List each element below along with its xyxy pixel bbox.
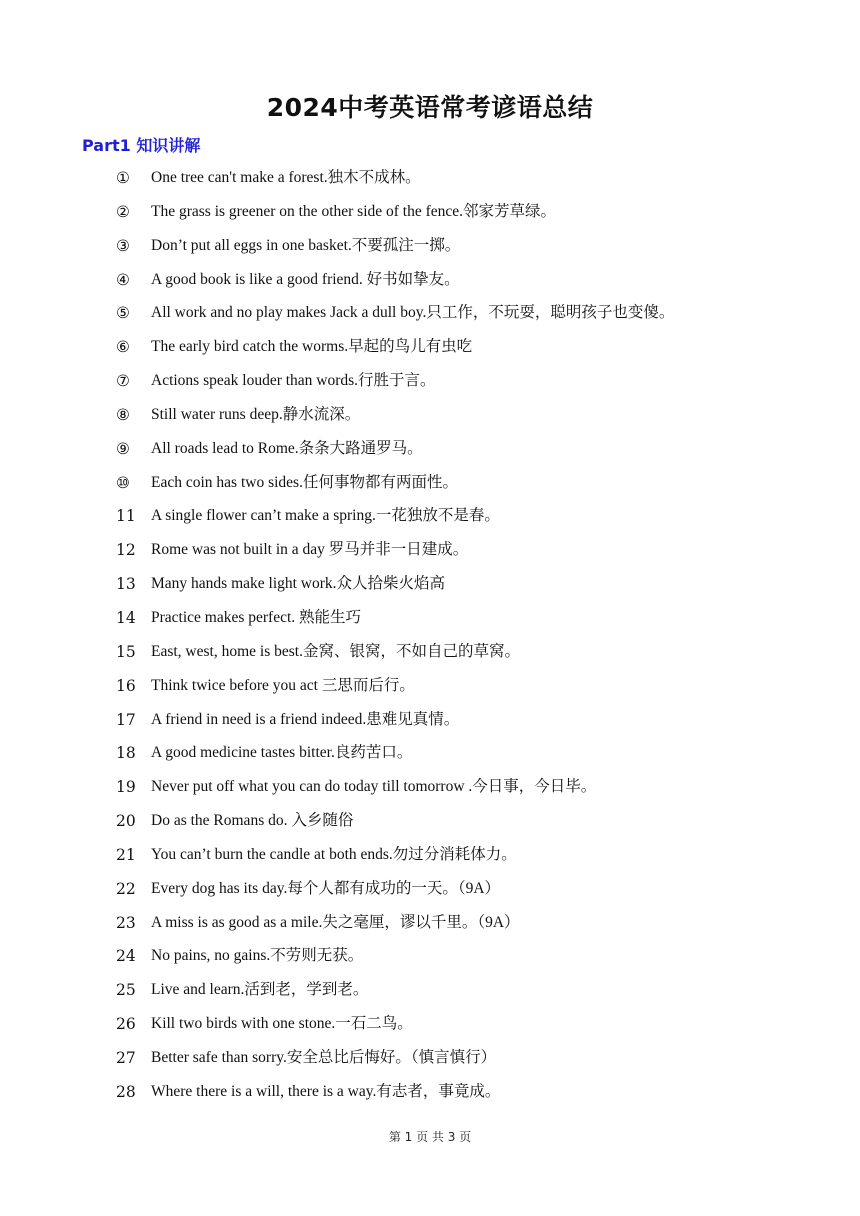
list-item	[0, 808, 860, 842]
list-item	[0, 774, 860, 808]
item-number: ⑨	[116, 439, 130, 458]
list-item	[0, 1011, 860, 1045]
list-item	[0, 334, 860, 368]
item-number: 25	[116, 981, 136, 1000]
item-number: 14	[116, 608, 136, 627]
proverb-text: A friend in need is a friend indeed.患难见真情。	[151, 710, 460, 728]
proverb-text: Rome was not built in a day 罗马并非一日建成。	[151, 541, 469, 559]
list-item	[0, 571, 860, 605]
list-item	[0, 233, 860, 267]
item-number: ④	[116, 270, 130, 289]
list-item	[0, 267, 860, 301]
list-item	[0, 943, 860, 977]
list-item	[0, 910, 860, 944]
list-item	[0, 470, 860, 504]
list-item	[0, 165, 860, 199]
proverb-text: A good book is like a good friend. 好书如挚友。	[151, 270, 460, 288]
proverb-text: Where there is a will, there is a way.有志者，事竟成。	[151, 1082, 501, 1100]
proverb-text: Live and learn.活到老，学到老。	[151, 981, 369, 999]
list-item	[0, 300, 860, 334]
item-number: 18	[116, 744, 136, 763]
proverb-text: No pains, no gains.不劳则无获。	[151, 947, 364, 965]
list-item	[0, 605, 860, 639]
proverb-text: Each coin has two sides.任何事物都有两面性。	[151, 473, 458, 491]
item-number: 13	[116, 575, 136, 594]
section-heading: Part1 知识讲解	[82, 136, 201, 155]
list-item	[0, 842, 860, 876]
item-number: 11	[116, 507, 136, 526]
proverb-text: You can’t burn the candle at both ends.勿过分消耗体力。	[151, 845, 517, 863]
item-number: 26	[116, 1015, 136, 1034]
page-footer: 第 1 页 共 3 页	[388, 1130, 472, 1144]
item-number: 15	[116, 642, 136, 661]
list-item	[0, 1045, 860, 1079]
list-item	[0, 503, 860, 537]
proverb-text: All work and no play makes Jack a dull boy.只工作，不玩耍，聪明孩子也变傻。	[151, 304, 675, 322]
proverb-text: A miss is as good as a mile.失之毫厘，谬以千里。（9A）	[151, 913, 520, 931]
list-item	[0, 707, 860, 741]
item-number: ⑥	[116, 338, 130, 357]
proverb-text: One tree can't make a forest.独木不成林。	[151, 169, 421, 186]
proverb-text: A single flower can’t make a spring.一花独放不是春。	[151, 507, 500, 525]
proverb-text: All roads lead to Rome.条条大路通罗马。	[151, 439, 423, 457]
proverb-text: The grass is greener on the other side of the fence.邻家芳草绿。	[151, 202, 557, 220]
proverb-text: East, west, home is best.金窝、银窝，不如自己的草窝。	[151, 642, 520, 660]
proverb-text: Practice makes perfect. 熟能生巧	[151, 608, 362, 626]
item-number: 17	[116, 710, 136, 729]
proverb-text: Do as the Romans do. 入乡随俗	[151, 812, 354, 830]
item-number: ②	[116, 202, 130, 221]
list-item	[0, 368, 860, 402]
proverb-text: Never put off what you can do today till tomorrow .今日事，今日毕。	[151, 778, 597, 796]
proverb-text: Better safe than sorry.安全总比后悔好。（慎言慎行）	[151, 1048, 497, 1066]
list-item	[0, 537, 860, 571]
item-number: 24	[116, 947, 136, 966]
proverb-text: Still water runs deep.静水流深。	[151, 405, 361, 423]
item-number: 21	[116, 845, 136, 864]
item-number: 12	[116, 541, 136, 560]
list-item	[0, 639, 860, 673]
item-number: 22	[116, 879, 136, 898]
item-number: 28	[116, 1082, 136, 1101]
proverb-text: Think twice before you act 三思而后行。	[151, 676, 415, 694]
item-number: ⑩	[116, 473, 130, 492]
proverb-list	[0, 165, 860, 1113]
list-item	[0, 673, 860, 707]
item-number: 20	[116, 812, 136, 831]
proverb-text: Every dog has its day.每个人都有成功的一天。（9A）	[151, 879, 501, 897]
item-number: ⑤	[116, 304, 130, 323]
item-number: 23	[116, 913, 136, 932]
proverb-text: Many hands make light work.众人拾柴火焰高	[151, 575, 446, 593]
item-number: ①	[116, 169, 130, 187]
list-item	[0, 402, 860, 436]
proverb-text: A good medicine tastes bitter.良药苦口。	[151, 744, 413, 762]
list-item	[0, 1079, 860, 1113]
proverb-text: The early bird catch the worms.早起的鸟儿有虫吃	[151, 338, 473, 356]
page-title: 2024中考英语常考谚语总结	[266, 93, 594, 122]
proverb-text: Kill two birds with one stone.一石二鸟。	[151, 1015, 413, 1033]
item-number: 27	[116, 1048, 136, 1067]
list-item	[0, 977, 860, 1011]
list-item	[0, 436, 860, 470]
proverb-text: Actions speak louder than words.行胜于言。	[151, 372, 436, 390]
item-number: ⑦	[116, 372, 130, 391]
item-number: ⑧	[116, 405, 130, 424]
list-item	[0, 876, 860, 910]
item-number: 16	[116, 676, 136, 695]
list-item	[0, 740, 860, 774]
item-number: ③	[116, 236, 130, 255]
item-number: 19	[116, 778, 136, 797]
list-item	[0, 199, 860, 233]
proverb-text: Don’t put all eggs in one basket.不要孤注一掷。	[151, 236, 461, 254]
